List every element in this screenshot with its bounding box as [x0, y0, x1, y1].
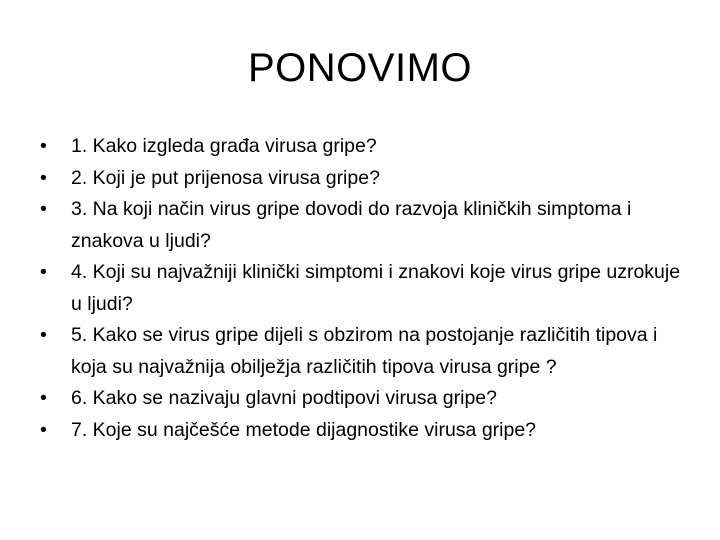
- list-item-text: 5. Kako se virus gripe dijeli s obzirom na postojanje različitih tipova i koja su najvažnija obilježja različitih tipova virusa gripe ?: [71, 324, 658, 378]
- list-item: [40, 320, 690, 383]
- list-item-text: 1. Kako izgleda građa virusa gripe?: [71, 135, 377, 157]
- bullet-icon: •: [40, 418, 47, 441]
- list-item: [40, 194, 690, 257]
- list-item: [40, 383, 690, 415]
- bullet-icon: •: [40, 324, 47, 346]
- list-item-text: 7. Koje su najčešće metode dijagnostike virusa gripe?: [71, 418, 537, 441]
- list-item: [40, 131, 690, 163]
- list-item-text: 2. Koji je put prijenosa virusa gripe?: [71, 166, 380, 189]
- list-item: [40, 257, 690, 320]
- bullet-icon: •: [40, 166, 47, 189]
- list-item-text: 3. Na koji način virus gripe dovodi do razvoja kliničkih simptoma i znakova u ljudi?: [71, 198, 632, 252]
- question-list: [40, 131, 690, 446]
- bullet-icon: •: [40, 198, 47, 220]
- slide-title: PONOVIMO: [247, 46, 473, 90]
- bullet-icon: •: [40, 135, 47, 157]
- list-item-text: 6. Kako se nazivaju glavni podtipovi virusa gripe?: [71, 387, 498, 409]
- list-item: [40, 415, 690, 447]
- list-item-text: 4. Koji su najvažniji klinički simptomi i znakovi koje virus gripe uzrokuje u ljudi?: [71, 261, 681, 315]
- bullet-icon: •: [40, 387, 47, 409]
- bullet-icon: •: [40, 261, 47, 283]
- list-item: [40, 163, 690, 195]
